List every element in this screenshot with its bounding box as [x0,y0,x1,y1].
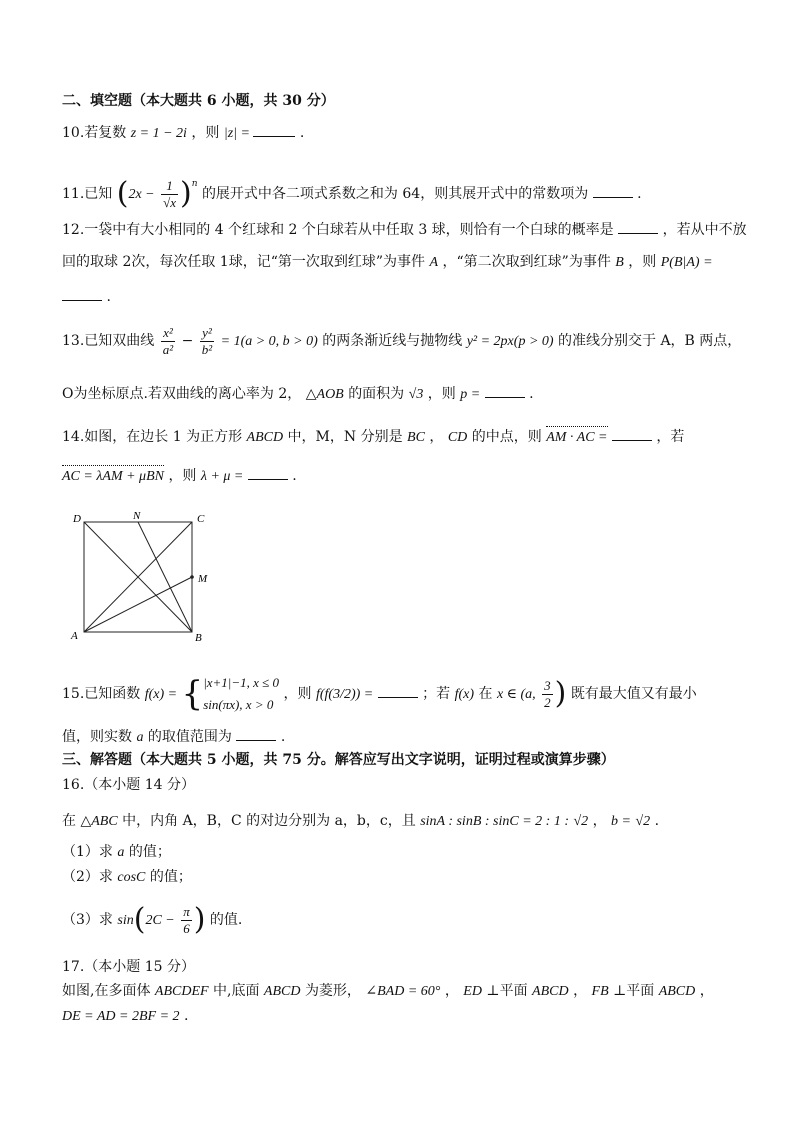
section-2-title: 二、填空题（本大题共 6 小题，共 30 分） [62,93,335,109]
answer-blank[interactable] [593,183,633,198]
piecewise-cases: |x+1|−1, x ≤ 0 sin(πx), x > 0 [203,675,280,712]
label-n: N [133,510,141,522]
label-d: D [73,513,81,525]
question-16-part-2: （2）求 cosC 的值； [62,869,192,885]
answer-blank[interactable] [236,726,276,741]
question-10: 10.若复数 z = 1 − 2i ，则 |z| = . [62,122,304,144]
question-17-header: 17.（本小题 15 分） [62,959,195,975]
square-figure [66,508,226,644]
question-15-line-2: 值，则实数 a 的取值范围为 . [62,726,285,748]
answer-blank[interactable] [378,683,418,698]
question-15-line-1: 15.已知函数 f(x) = { |x+1|−1, x ≤ 0 sin(πx), x > 0 ，则 f(f(3/2)) = ；若 f(x) 在 x ∈ (a, $\frac{3}{2}$ ) 既有最大值又有最小 [62,674,697,714]
label-c: C [197,513,205,525]
fraction: $\frac{1}{√x}$ [163,177,176,210]
label-m: M [198,573,208,585]
question-12-line-2: 回的取球 2次，每次任取 1球，记“第一次取到红球”为事件 A ，“第二次取到红球”为事件 B ，则 P(B|A) = [62,254,713,270]
question-16-header: 16.（本小题 14 分） [62,777,195,793]
answer-blank[interactable] [485,383,525,398]
question-16-part-1: （1）求 a 的值； [62,844,171,860]
question-13-line-1: 13.已知双曲线 $\frac{\text{x²}}{\text{a²}}$ − $\frac{\text{y²}}{\text{b²}}$ = 1(a > 0, b > 0) 的两条渐近线与抛物线 y² = 2px(p > 0) 的准线分别交于 A，B 两点， [62,324,742,357]
question-14-line-2: AC = λAM + μBN ，则 λ + μ = . [62,465,297,487]
question-14-line-1: 14.如图，在边长 1 为正方形 ABCD 中，M，N 分别是 BC ， CD 的中点，则 AM · AC = ，若 [62,426,684,448]
question-13-line-2: O为坐标原点.若双曲线的离心率为 2， △AOB 的面积为 √3 ，则 p = . [62,383,534,405]
answer-blank[interactable] [248,465,288,480]
question-11: 11.已知 (2x − $\frac{1}{√x}$ )$^n$ 的展开式中各二项式系数之和为 64，则其展开式中的常数项为 . [62,176,642,211]
question-12-line-1: 12.一袋中有大小相同的 4 个红球和 2 个白球若从中任取 3 球，则恰有一个白球的概率是 ，若从中不放 [62,219,747,240]
point-m [190,575,194,579]
question-12-line-3: . [62,286,111,307]
question-17-line-1: 如图,在多面体 ABCDEF 中,底面 ABCD 为菱形， ∠BAD = 60° ， ED ⊥平面 ABCD ， FB ⊥平面 ABCD ， [62,983,714,999]
question-16-stem: 在 △ABC 中，内角 A，B，C 的对边分别为 a，b，c，且 sinA : sinB : sinC = 2 : 1 : √2 ， b = √2 . [62,813,660,829]
question-17-line-2: DE = AD = 2BF = 2 . [62,1008,189,1024]
segment-nb [138,522,192,632]
segment-am [84,577,192,632]
answer-blank[interactable] [253,122,295,137]
answer-blank[interactable] [62,286,102,301]
question-16-part-3: （3）求 sin(2C − $\frac{\pi}{6}$ ) 的值. [62,902,243,937]
label-b: B [195,632,202,644]
answer-blank[interactable] [618,219,658,234]
answer-blank[interactable] [612,426,652,441]
label-a: A [71,630,78,642]
section-3-title: 三、解答题（本大题共 5 小题，共 75 分。解答应写出文字说明，证明过程或演算步骤） [62,752,615,768]
